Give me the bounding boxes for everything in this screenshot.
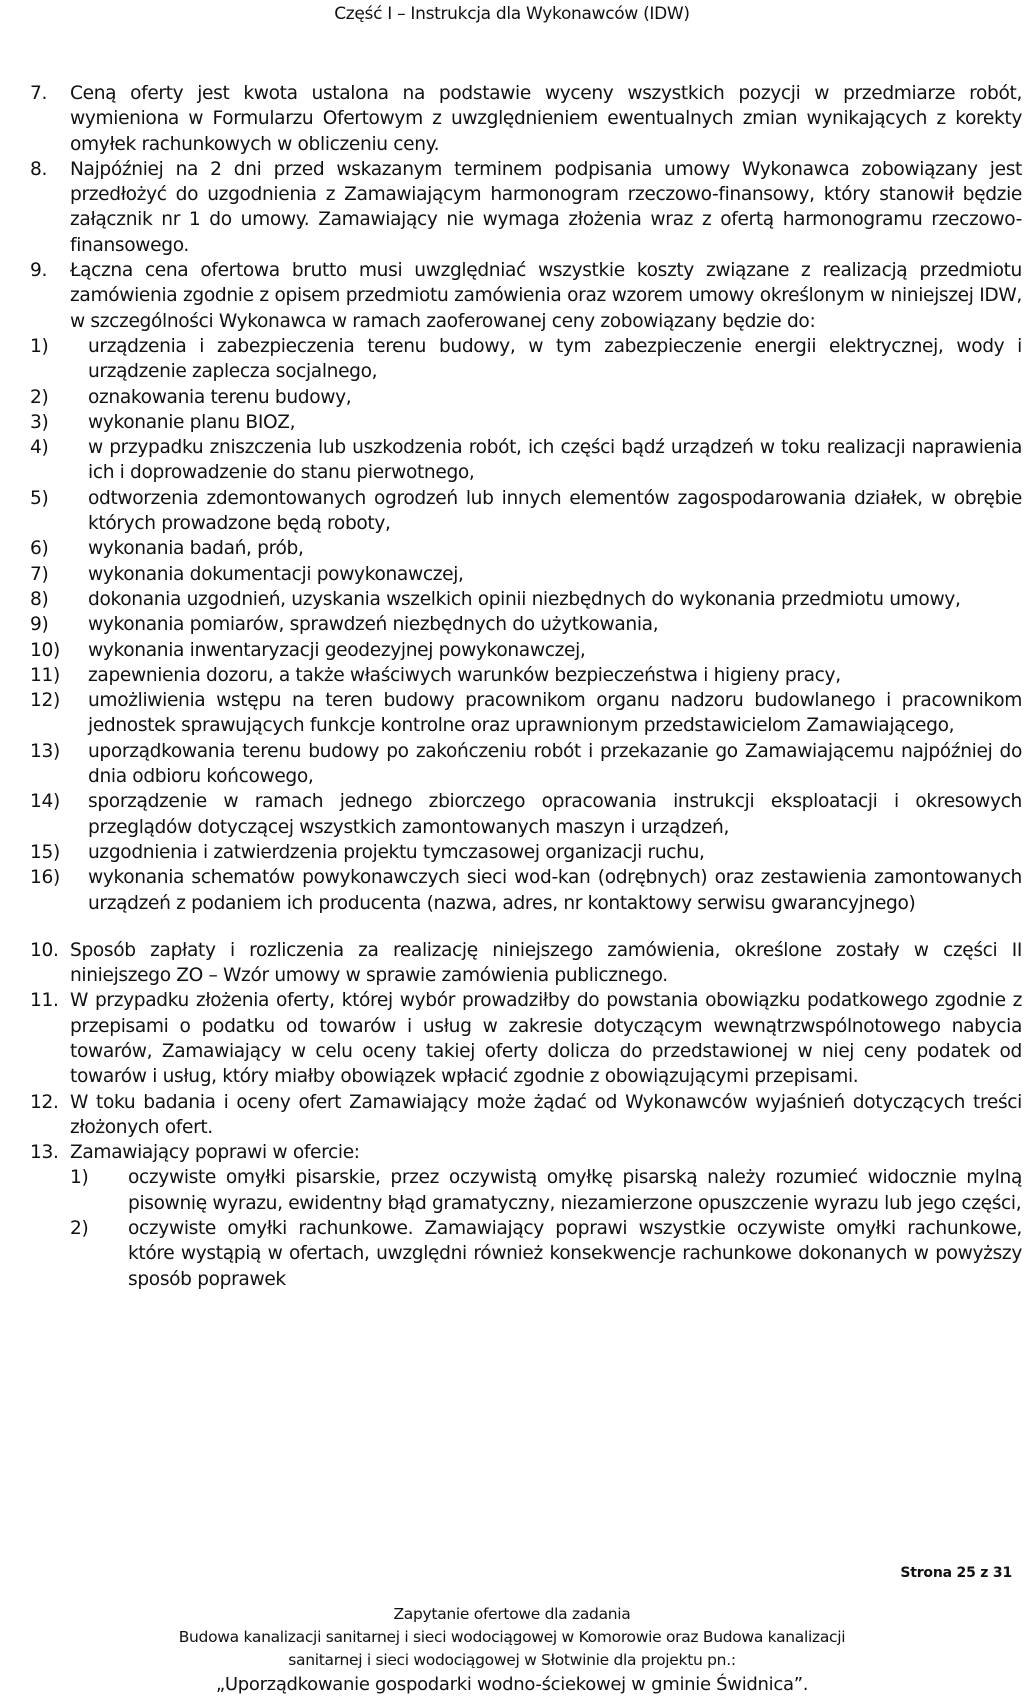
- list-item-number: 1): [30, 335, 49, 357]
- paragraph-text: Łączna cena ofertowa brutto musi uwzględniać wszystkie koszty związane z realizacją przedmiotu zamówienia zgodnie z opisem przedmiotu zamówienia oraz wzorem umowy określonym w niniejszej IDW, w szczególności Wykonawca w ramach zaoferowanej ceny zobowiązany będzie do:: [70, 260, 1022, 332]
- list-item: [30, 587, 1022, 612]
- paragraph-number: 8.: [30, 158, 48, 180]
- paragraph-number: 9.: [30, 260, 48, 282]
- paragraph-11: [30, 988, 1022, 1089]
- list-item-text: uporządkowania terenu budowy po zakończeniu robót i przekazanie go Zamawiającemu najpóźniej do dnia odbioru końcowego,: [88, 740, 1022, 788]
- list-item-number: 7): [30, 563, 49, 585]
- list-item-number: 2): [30, 386, 49, 408]
- list-item: [30, 688, 1022, 739]
- footer-line: Budowa kanalizacji sanitarnej i sieci wodociągowej w Komorowie oraz Budowa kanalizacji: [178, 1628, 846, 1646]
- paragraph-10: [30, 938, 1022, 989]
- list-item: [30, 410, 1022, 435]
- list-item-text: sporządzenie w ramach jednego zbiorczego opracowania instrukcji eksploatacji i okresowych przeglądów dotyczącej wszystkich zamontowanych maszyn i urządzeń,: [88, 791, 1022, 838]
- list-item: [30, 663, 1022, 688]
- list-item: [30, 385, 1022, 410]
- paragraph-text: W toku badania i oceny ofert Zamawiający może żądać od Wykonawców wyjaśnień dotyczących treści złożonych ofert.: [70, 1091, 1022, 1138]
- list-item-text: wykonania schematów powykonawczych sieci wod-kan (odrębnych) oraz zestawienia zamontowanych urządzeń z podaniem ich producenta (nazwa, adres, nr kontaktowy serwisu gwarancyjnego): [88, 867, 1022, 914]
- list-item-number: 5): [30, 487, 49, 509]
- list-item-number: 13): [30, 740, 60, 762]
- page-header: Część I – Instrukcja dla Wykonawców (IDW): [334, 4, 690, 24]
- paragraph-12: [30, 1090, 1022, 1141]
- paragraph-7: [30, 81, 1022, 157]
- obligations-list: [30, 334, 1022, 916]
- list-item-number: 1): [70, 1167, 89, 1189]
- list-item: [30, 435, 1022, 486]
- paragraph-text: Sposób zapłaty i rozliczenia za realizację niniejszego zamówienia, określone zostały w części II niniejszego ZO – Wzór umowy w sprawie zamówienia publicznego.: [70, 939, 1022, 987]
- list-item-text: oczywiste omyłki pisarskie, przez oczywistą omyłkę pisarską należy rozumieć widocznie mylną pisownię wyrazu, ewidentny błąd gramatyczny, niezamierzone opuszczenie wyrazu lub jego części,: [128, 1167, 1022, 1214]
- list-item-number: 3): [30, 411, 49, 433]
- list-item: [30, 536, 1022, 561]
- paragraph-number: 7.: [30, 83, 48, 104]
- list-item-number: 9): [30, 614, 49, 636]
- spacer: [30, 916, 1022, 938]
- list-item-text: wykonania inwentaryzacji geodezyjnej powykonawczej,: [88, 639, 586, 661]
- list-item-text: urządzenia i zabezpieczenia terenu budowy, w tym zabezpieczenie energii elektrycznej, wody i urządzenie zaplecza socjalnego,: [88, 335, 1022, 383]
- list-item-number: 10): [30, 639, 60, 661]
- list-item: [30, 612, 1022, 637]
- list-item: [30, 562, 1022, 587]
- paragraph-number: 13.: [30, 1142, 59, 1164]
- paragraph-number: 10.: [30, 939, 59, 961]
- list-item-number: 4): [30, 437, 49, 459]
- paragraph-number: 12.: [30, 1091, 59, 1113]
- paragraph-text: Ceną oferty jest kwota ustalona na podstawie wyceny wszystkich pozycji w przedmiarze robót, wymieniona w Formularzu Ofertowym z uwzględnieniem ewentualnych zmian wynikających z korekty omyłek rachunkowych w obliczeniu ceny.: [70, 83, 1022, 155]
- list-item: [30, 865, 1022, 916]
- list-item-text: oznakowania terenu budowy,: [88, 386, 352, 408]
- list-item: [70, 1165, 1022, 1216]
- list-item-text: wykonania badań, prób,: [88, 538, 304, 560]
- page-number: Strona 25 z 31: [900, 1565, 1012, 1581]
- footer-line: Zapytanie ofertowe dla zadania: [393, 1605, 631, 1623]
- list-item-text: wykonania dokumentacji powykonawczej,: [88, 563, 464, 585]
- list-item: [30, 334, 1022, 385]
- list-item-text: odtworzenia zdemontowanych ogrodzeń lub innych elementów zagospodarowania działek, w obrębie których prowadzone będą roboty,: [88, 487, 1022, 535]
- list-item-number: 15): [30, 841, 60, 863]
- paragraph-text: W przypadku złożenia oferty, której wybór prowadziłby do powstania obowiązku podatkowego zgodnie z przepisami o podatku od towarów i usług w zakresie dotyczącym wewnątrzwspólnotowego nabycia towarów, Zamawiający w celu oceny takiej oferty dolicza do przedstawionej w niej ceny podatek od towarów i usług, który miałby obowiązek wpłacić zgodnie z obowiązującymi przepisami.: [70, 990, 1022, 1088]
- list-item: [70, 1216, 1022, 1292]
- list-item-text: wykonania pomiarów, sprawdzeń niezbędnych do użytkowania,: [88, 614, 659, 636]
- paragraph-8: [30, 157, 1022, 258]
- corrections-list: [70, 1165, 1022, 1291]
- list-item-number: 6): [30, 538, 49, 560]
- list-item: [30, 789, 1022, 840]
- paragraph-number: 11.: [30, 990, 59, 1012]
- paragraph-text: Zamawiający poprawi w ofercie:: [70, 1142, 360, 1164]
- list-item-number: 12): [30, 690, 60, 712]
- list-item-text: uzgodnienia i zatwierdzenia projektu tymczasowej organizacji ruchu,: [88, 841, 705, 863]
- list-item: [30, 739, 1022, 790]
- list-item-number: 16): [30, 867, 60, 889]
- list-item: [30, 486, 1022, 537]
- paragraph-13: [30, 1140, 1022, 1165]
- footer-line: sanitarnej i sieci wodociągowej w Słotwinie dla projektu pn.:: [288, 1651, 736, 1669]
- list-item-text: oczywiste omyłki rachunkowe. Zamawiający poprawi wszystkie oczywiste omyłki rachunkowe, które wystąpią w ofertach, uwzględni również konsekwencje rachunkowe dokonanych w powyższy sposób poprawek: [128, 1218, 1022, 1290]
- list-item-number: 14): [30, 791, 60, 813]
- paragraph-text: Najpóźniej na 2 dni przed wskazanym terminem podpisania umowy Wykonawca zobowiązany jest przedłożyć do uzgodnienia z Zamawiającym harmonogram rzeczowo-finansowy, który stanowił będzie załącznik nr 1 do umowy. Zamawiający nie wymaga złożenia wraz z ofertą harmonogramu rzeczowo-finansowego.: [70, 158, 1022, 256]
- paragraph-9: [30, 258, 1022, 334]
- list-item-number: 2): [70, 1218, 89, 1240]
- list-item: [30, 638, 1022, 663]
- list-item-text: zapewnienia dozoru, a także właściwych warunków bezpieczeństwa i higieny pracy,: [88, 664, 841, 686]
- list-item-text: umożliwienia wstępu na teren budowy pracownikom organu nadzoru budowlanego i pracownikom jednostek sprawujących funkcje kontrolne oraz uprawnionym przedstawicielom Zamawiającego,: [88, 690, 1022, 737]
- list-item-text: wykonanie planu BIOZ,: [88, 411, 296, 433]
- list-item-number: 8): [30, 588, 49, 610]
- list-item: [30, 840, 1022, 865]
- document-body: [30, 81, 1022, 1292]
- footer-project-name: „Uporządkowanie gospodarki wodno-ściekowej w gminie Świdnica”.: [215, 1674, 809, 1695]
- list-item-text: dokonania uzgodnień, uzyskania wszelkich opinii niezbędnych do wykonania przedmiotu umowy,: [88, 588, 961, 610]
- list-item-text: w przypadku zniszczenia lub uszkodzenia robót, ich części bądź urządzeń w toku realizacji naprawienia ich i doprowadzenie do stanu pierwotnego,: [88, 437, 1022, 484]
- list-item-number: 11): [30, 664, 60, 686]
- page-footer: [0, 1603, 1024, 1698]
